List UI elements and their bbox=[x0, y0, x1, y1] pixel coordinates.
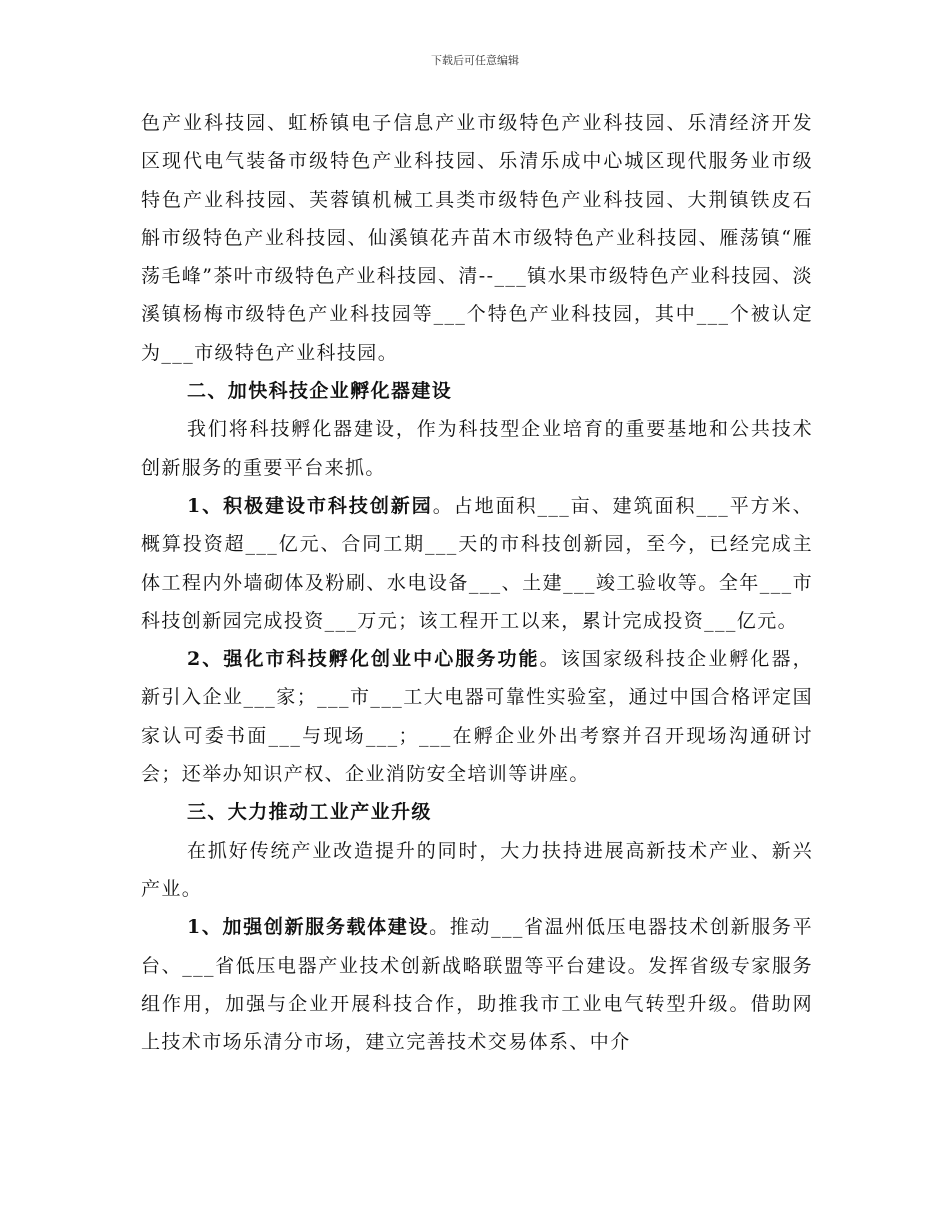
paragraph-lead: 1、加强创新服务载体建设 bbox=[187, 916, 430, 939]
paragraph-industry-upgrade-intro bbox=[141, 832, 813, 909]
paragraph-lead: 2、强化市科技孵化创业中心服务功能 bbox=[187, 648, 540, 671]
paragraph-lead: 1、积极建设市科技创新园 bbox=[187, 494, 433, 517]
page-header: 下载后可任意编辑 bbox=[431, 54, 519, 67]
paragraph-text: 。该国家级科技企业孵化器，新引入企业___家；___市___工大电器可靠性实验室，通过中国合格评定国家认可委书面___与现场___；___在孵企业外出考察并召开现场沟通研讨会；还举办知识产权、企业消防安全培训等讲座。 bbox=[141, 648, 813, 786]
document-body bbox=[141, 104, 813, 1061]
paragraph-text: 。推动___省温州低压电器技术创新服务平台、___省低压电器产业技术创新战略联盟等平台建设。发挥省级专家服务组作用，加强与企业开展科技合作，助推我市工业电气转型升级。借助网上技术市场乐清分市场，建立完善技术交易体系、中介 bbox=[141, 916, 813, 1054]
paragraph-service-platform bbox=[141, 908, 813, 1061]
paragraph-text: 。占地面积___亩、建筑面积___平方米、概算投资超___亿元、合同工期___天的市科技创新园，至今，已经完成主体工程内外墙砌体及粉刷、水电设备___、土建___竣工验收等。全年___市科技创新园完成投资___万元；该工程开工以来，累计完成投资___亿元。 bbox=[141, 494, 813, 632]
section-heading-2: 二、加快科技企业孵化器建设 bbox=[187, 380, 453, 403]
paragraph-incubator-intro bbox=[141, 410, 813, 487]
paragraph-text: 色产业科技园、虹桥镇电子信息产业市级特色产业科技园、乐清经济开发区现代电气装备市级特色产业科技园、乐清乐成中心城区现代服务业市级特色产业科技园、芙蓉镇机械工具类市级特色产业科技园、大荆镇铁皮石斛市级特色产业科技园、仙溪镇花卉苗木市级特色产业科技园、雁荡镇“雁荡毛峰”茶叶市级特色产业科技园、清--___镇水果市级特色产业科技园、淡溪镇杨梅市级特色产业科技园等___个特色产业科技园，其中___个被认定为___市级特色产业科技园。 bbox=[141, 112, 813, 364]
paragraph-text: 在抓好传统产业改造提升的同时，大力扶持进展高新技术产业、新兴产业。 bbox=[141, 839, 813, 900]
paragraph-text: 我们将科技孵化器建设，作为科技型企业培育的重要基地和公共技术创新服务的重要平台来抓。 bbox=[141, 418, 813, 479]
paragraph-incubation-center bbox=[141, 640, 813, 793]
paragraph-innovation-park bbox=[141, 487, 813, 640]
paragraph-continued bbox=[141, 104, 813, 372]
section-heading-3: 三、大力推动工业产业升级 bbox=[187, 801, 432, 824]
